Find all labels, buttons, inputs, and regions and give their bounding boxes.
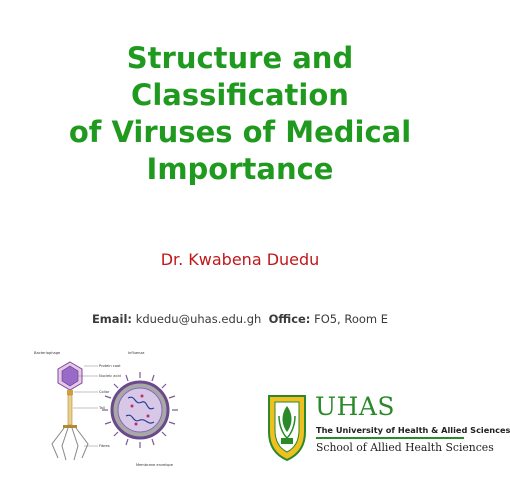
contact-line bbox=[0, 312, 480, 326]
title-line-4: Importance bbox=[146, 152, 334, 186]
label-nucleic-acid: Nucleic acid bbox=[99, 374, 121, 378]
label-membrane: Membrane envelope bbox=[136, 463, 173, 467]
label-tail: Tail bbox=[99, 406, 105, 410]
title-line-2: Classification bbox=[131, 78, 349, 112]
label-protein-coat: Protein coat bbox=[99, 364, 121, 368]
label-collar: Collar bbox=[99, 390, 110, 394]
virus-diagram bbox=[28, 346, 178, 474]
uhas-logo bbox=[265, 390, 510, 462]
title-line-1: Structure and bbox=[126, 41, 354, 75]
email-address: kduedu@uhas.edu.gh bbox=[135, 312, 262, 326]
logo-school: School of Allied Health Sciences bbox=[316, 441, 494, 454]
logo-name: UHAS bbox=[315, 392, 396, 421]
title-line-3: of Viruses of Medical bbox=[68, 115, 412, 149]
office-location: FO5, Room E bbox=[314, 312, 389, 326]
logo-full-name: The University of Health & Allied Sciences bbox=[316, 425, 510, 435]
bacteriophage-drawing bbox=[52, 362, 98, 460]
label-phage: Bacteriophage bbox=[34, 351, 61, 355]
office-label: Office: bbox=[268, 312, 311, 326]
label-fibres: Fibres bbox=[99, 444, 110, 448]
logo-divider bbox=[316, 437, 464, 439]
influenza-drawing bbox=[102, 372, 178, 448]
uhas-crest-icon bbox=[265, 392, 309, 462]
label-influenza: Influenza bbox=[128, 351, 145, 355]
author-name: Dr. Kwabena Duedu bbox=[160, 250, 320, 269]
slide-title bbox=[0, 40, 480, 188]
email-label: Email: bbox=[91, 312, 133, 326]
